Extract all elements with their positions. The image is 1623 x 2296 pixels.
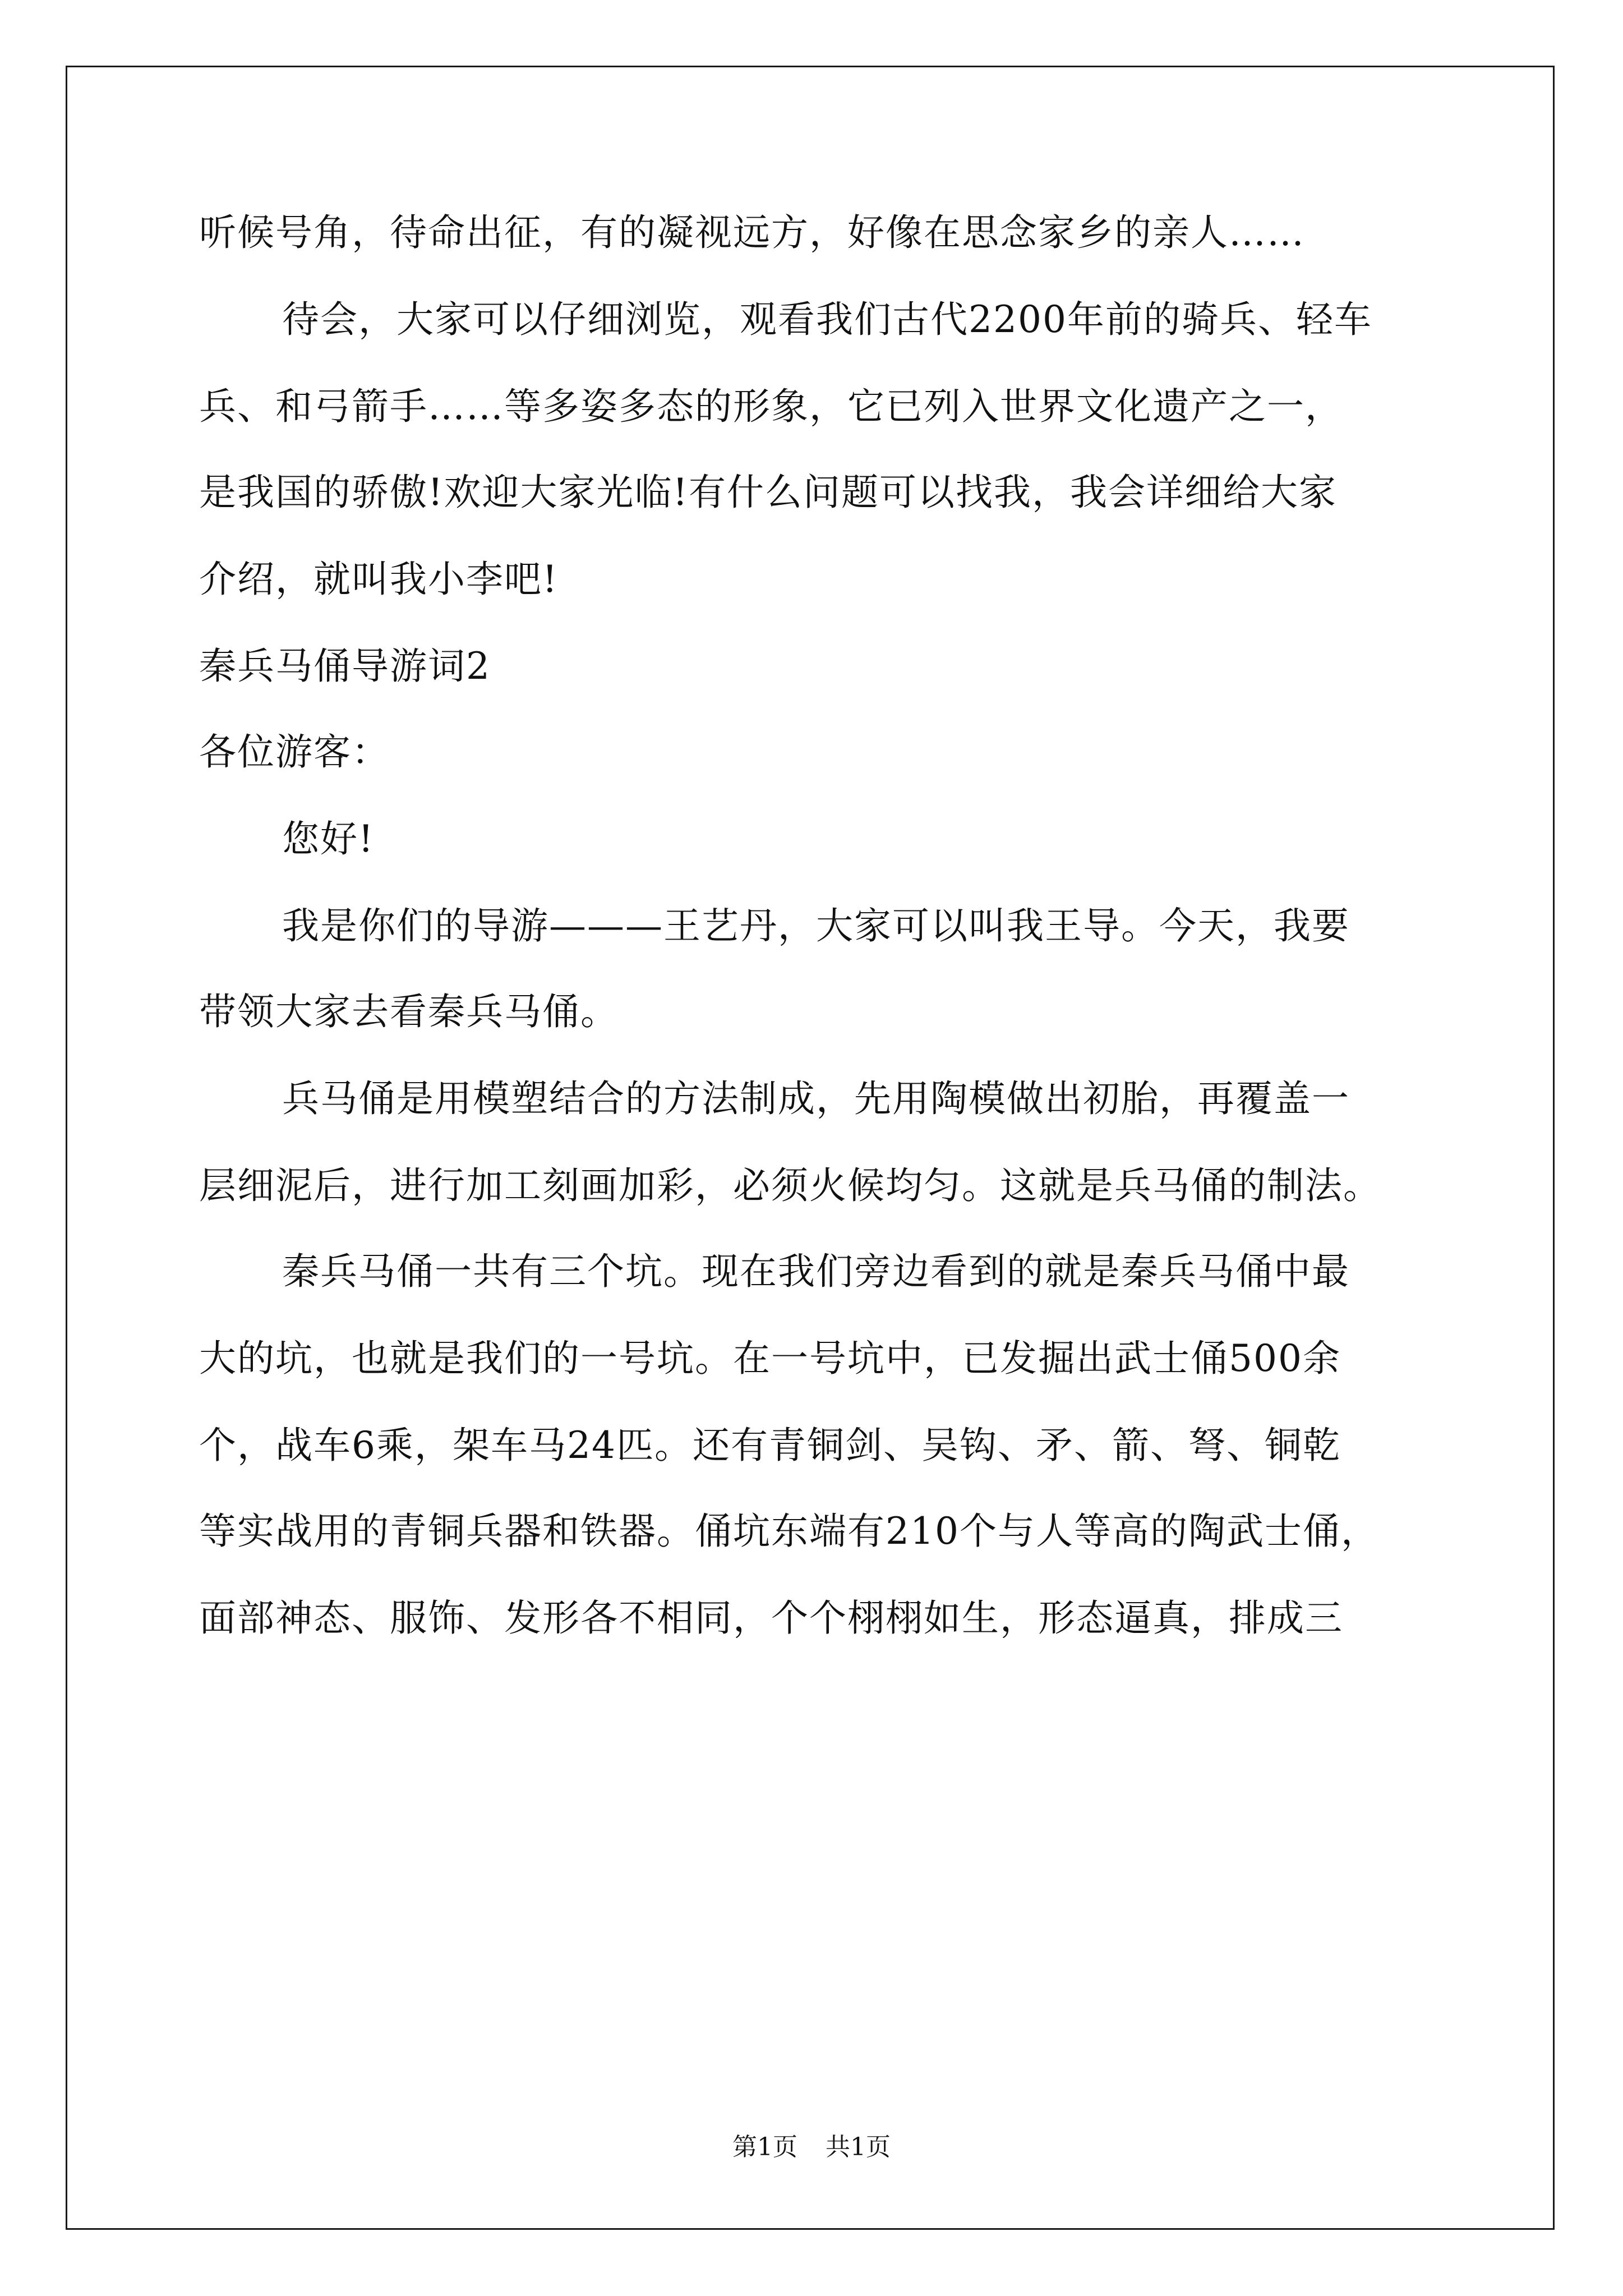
text-line: 秦兵马俑一共有三个坑。现在我们旁边看到的就是秦兵马俑中最 <box>282 1250 1350 1293</box>
text-line: 兵马俑是用模塑结合的方法制成，先用陶模做出初胎，再覆盖一 <box>282 1077 1350 1120</box>
text-line: 听候号角，待命出征，有的凝视远方，好像在思念家乡的亲人…… <box>199 211 1305 254</box>
page-total: 共1页 <box>826 2133 891 2161</box>
text-line: 等实战用的青铜兵器和铁器。俑坑东端有210个与人等高的陶武士俑， <box>199 1510 1379 1553</box>
text-line: 个，战车6乘，架车马24匹。还有青铜剑、吴钩、矛、箭、弩、铜乾 <box>199 1424 1341 1467</box>
text-line: 是我国的骄傲!欢迎大家光临!有什么问题可以找我，我会详细给大家 <box>199 471 1338 514</box>
section-heading: 秦兵马俑导游词2 <box>199 645 491 688</box>
text-line: 待会，大家可以仔细浏览，观看我们古代2200年前的骑兵、轻车 <box>282 298 1372 341</box>
text-line: 兵、和弓箭手……等多姿多态的形象，它已列入世界文化遗产之一， <box>199 385 1343 428</box>
salutation: 各位游客： <box>199 730 390 774</box>
page-number: 第1页 <box>732 2133 797 2161</box>
text-line: 层细泥后，进行加工刻画加彩，必须火候均匀。这就是兵马俑的制法。 <box>199 1164 1381 1207</box>
text-line: 大的坑，也就是我们的一号坑。在一号坑中，已发掘出武士俑500余 <box>199 1337 1341 1380</box>
text-line: 带领大家去看秦兵马俑。 <box>199 990 619 1033</box>
page-footer <box>0 2135 1623 2160</box>
text-line: 介绍，就叫我小李吧! <box>199 558 559 601</box>
text-line: 面部神态、服饰、发形各不相同，个个栩栩如生，形态逼真，排成三 <box>199 1596 1343 1640</box>
greeting: 您好! <box>282 817 375 861</box>
text-line: 我是你们的导游———王艺丹，大家可以叫我王导。今天，我要 <box>282 904 1350 947</box>
